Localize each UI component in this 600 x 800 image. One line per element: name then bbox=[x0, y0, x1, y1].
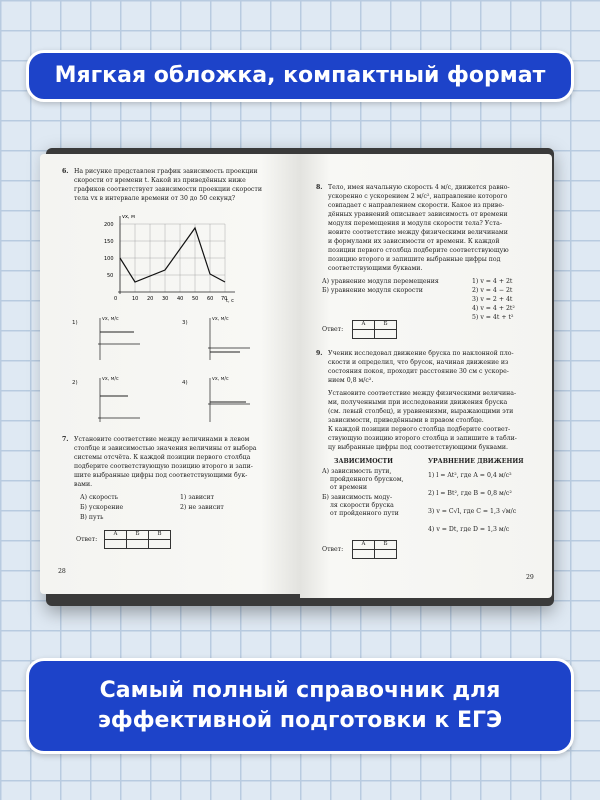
graph-ytick: 0 bbox=[114, 296, 118, 302]
option-axis: vx, м/с bbox=[102, 317, 119, 322]
task6-line: тела vx в интервале времени от 30 до 50 секунд? bbox=[74, 195, 236, 202]
task6-line: скорости от времени t. Какой из приведённых ниже bbox=[74, 177, 246, 184]
option-axis: vx, м/с bbox=[102, 377, 119, 382]
task8-line: позицию второго и запишите выбранные цифры под bbox=[328, 256, 501, 263]
graph-ytick: 150 bbox=[104, 239, 114, 245]
top-banner bbox=[26, 50, 574, 102]
answer-cell[interactable] bbox=[353, 550, 375, 559]
task6-number: 6. bbox=[62, 168, 69, 175]
graph-xtick: 10 bbox=[132, 296, 139, 302]
task7-left-item: В) путь bbox=[80, 514, 104, 521]
task9-line: К каждой позиции первого столбца подберите соответ- bbox=[328, 426, 511, 433]
task7-line: шите выбранные цифры под соответствующими бук- bbox=[74, 472, 248, 479]
page-number: 28 bbox=[58, 568, 66, 575]
task9-right-item: 2) l = Bt², где B = 0,8 м/с² bbox=[428, 490, 512, 497]
task8-answer-table[interactable] bbox=[352, 320, 397, 339]
task6-option-graphs bbox=[70, 314, 280, 434]
task8-left-item: Б) уравнение модуля скорости bbox=[322, 287, 423, 294]
task7-line: Установите соответствие между величинами в левом bbox=[74, 436, 250, 443]
task8-line: ускоренно с ускорением 2 м/с², направление которого bbox=[328, 193, 508, 200]
task8-right-item: 1) v = 4 + 2t bbox=[472, 278, 513, 285]
task9-line: зависимости, приведёнными в правом столбце. bbox=[328, 417, 484, 424]
task9-line: цу выбранные цифры под соответствующими буквами. bbox=[328, 444, 508, 451]
task9-left-item: от времени bbox=[330, 484, 367, 491]
task9-line: Установите соответствие между физическими величина- bbox=[328, 390, 517, 397]
answer-header: А bbox=[353, 321, 375, 330]
task8-right-item: 5) v = 4t + t² bbox=[472, 314, 514, 321]
answer-header: Б bbox=[375, 321, 397, 330]
task9-line: (см. левый столбец), и уравнениями, выражающими эти bbox=[328, 408, 514, 415]
option-label: 4) bbox=[182, 380, 188, 386]
option-label: 3) bbox=[182, 320, 188, 326]
answer-cell[interactable] bbox=[149, 540, 171, 549]
task9-line: Ученик исследовал движение бруска по наклонной пло- bbox=[328, 350, 514, 357]
task8-line: соответствующими буквами. bbox=[328, 265, 423, 272]
task8-left-item: А) уравнение модуля перемещения bbox=[322, 278, 439, 285]
task8-line: Тело, имея начальную скорость 4 м/с, движется равно- bbox=[328, 184, 510, 191]
task9-line: ствующую позицию второго столбца и запишите в табли- bbox=[328, 435, 517, 442]
task7-line: вами. bbox=[74, 481, 93, 488]
task6-line: графиков соответствует зависимости проекции скорости bbox=[74, 186, 262, 193]
answer-cell[interactable] bbox=[375, 550, 397, 559]
task7-answer-label: Ответ: bbox=[76, 536, 98, 543]
task9-line: нием 0,8 м/с². bbox=[328, 377, 374, 384]
task8-line: дённых уравнений описывает зависимость от времени bbox=[328, 211, 508, 218]
answer-cell[interactable] bbox=[375, 330, 397, 339]
task8-line: модуля перемещения и модуля скорости тела? Уста- bbox=[328, 220, 502, 227]
task8-right-item: 3) v = 2 + 4t bbox=[472, 296, 513, 303]
task9-line: скости и определил, что брусок, начиная движение из bbox=[328, 359, 509, 366]
task6-line: На рисунке представлен график зависимость проекции bbox=[74, 168, 258, 175]
answer-cell[interactable] bbox=[353, 330, 375, 339]
option-label: 2) bbox=[72, 380, 78, 386]
task9-left-item: А) зависимость пути, bbox=[322, 468, 392, 475]
graph-xtick: 20 bbox=[147, 296, 154, 302]
page-number: 29 bbox=[526, 574, 534, 581]
bottom-banner-line: эффективной подготовки к ЕГЭ bbox=[97, 708, 503, 733]
answer-header: А bbox=[353, 541, 375, 550]
bottom-banner bbox=[26, 658, 574, 754]
task9-left-item: пройденного бруском, bbox=[330, 476, 404, 483]
task7-line: подберите соответствующую позицию второго и запи- bbox=[74, 463, 253, 470]
graph-xtick: 60 bbox=[207, 296, 214, 302]
task9-line: ми, полученными при исследовании движения бруска bbox=[328, 399, 508, 406]
graph-ytick: 50 bbox=[107, 273, 114, 279]
task9-answer-label: Ответ: bbox=[322, 546, 344, 553]
graph-xlabel: t, с bbox=[226, 298, 234, 304]
graph-xtick: 40 bbox=[177, 296, 184, 302]
answer-cell[interactable] bbox=[105, 540, 127, 549]
graph-xtick: 70 bbox=[221, 296, 228, 302]
task9-left-item: ля скорости бруска bbox=[330, 502, 394, 509]
task9-number: 9. bbox=[316, 350, 323, 357]
top-banner-text: Мягкая обложка, компактный формат bbox=[54, 63, 546, 88]
answer-header: В bbox=[149, 531, 171, 540]
task7-right-item: 2) не зависит bbox=[180, 504, 224, 511]
task9-line: состояния покоя, проходит расстояние 30 см с ускоре- bbox=[328, 368, 509, 375]
answer-header: Б bbox=[127, 531, 149, 540]
answer-cell[interactable] bbox=[127, 540, 149, 549]
task9-answer-table[interactable] bbox=[352, 540, 397, 559]
task8-right-item: 4) v = 4 + 2t² bbox=[472, 305, 515, 312]
graph-ytick: 200 bbox=[104, 222, 114, 228]
right-page bbox=[300, 154, 552, 598]
task9-col2-header: УРАВНЕНИЕ ДВИЖЕНИЯ bbox=[428, 458, 524, 465]
graph-xtick: 30 bbox=[162, 296, 169, 302]
task8-line: совпадает с направлением скорости. Какое из приве- bbox=[328, 202, 505, 209]
option-label: 1) bbox=[72, 320, 78, 326]
task8-answer-label: Ответ: bbox=[322, 326, 344, 333]
task7-left-item: Б) ускорение bbox=[80, 504, 124, 511]
graph-xtick: 50 bbox=[192, 296, 199, 302]
option-axis: vx, м/с bbox=[212, 377, 229, 382]
task7-right-item: 1) зависит bbox=[180, 494, 215, 501]
task7-left-item: А) скорость bbox=[80, 494, 119, 501]
answer-header: Б bbox=[375, 541, 397, 550]
task8-line: новите соответствие между физическими величинами bbox=[328, 229, 508, 236]
graph-ytick: 100 bbox=[104, 256, 114, 262]
task8-line: позиции первого столбца подберите соответствующую bbox=[328, 247, 509, 254]
task7-line: столбце и зависимостью значения величины от выбора bbox=[74, 445, 257, 452]
task7-answer-table[interactable] bbox=[104, 530, 171, 549]
option-axis: vx, м/с bbox=[212, 317, 229, 322]
task9-left-item: Б) зависимость моду- bbox=[322, 494, 393, 501]
task8-line: и формулами их зависимости от времени. К каждой bbox=[328, 238, 500, 245]
task9-right-item: 1) l = At², где A = 0,4 м/с² bbox=[428, 472, 512, 479]
graph-ylabel: vx, м bbox=[122, 214, 135, 220]
task9-left-item: от пройденного пути bbox=[330, 510, 399, 517]
task6-main-graph bbox=[100, 210, 250, 310]
bottom-banner-line: Самый полный справочник для bbox=[99, 678, 501, 703]
task7-line: системы отсчёта. К каждой позиции первого столбца bbox=[74, 454, 251, 461]
task9-col1-header: ЗАВИСИМОСТИ bbox=[334, 458, 393, 465]
task7-number: 7. bbox=[62, 436, 69, 443]
task9-right-item: 4) v = Dt, где D = 1,3 м/с bbox=[428, 526, 510, 533]
task9-right-item: 3) v = C√l, где C = 1,3 √м/с bbox=[428, 508, 517, 515]
task8-right-item: 2) v = 4 − 2t bbox=[472, 287, 513, 294]
left-page bbox=[40, 154, 300, 594]
task8-number: 8. bbox=[316, 184, 323, 191]
answer-header: А bbox=[105, 531, 127, 540]
